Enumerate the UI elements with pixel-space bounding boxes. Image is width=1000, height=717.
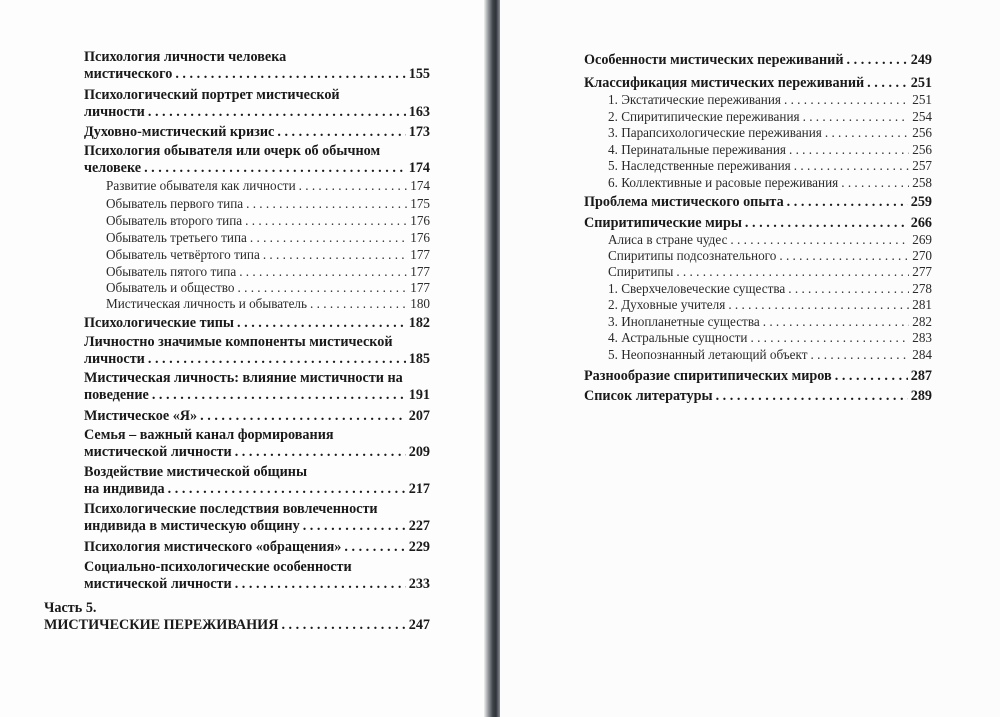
toc-entry-title: Психологические типы (84, 315, 234, 331)
toc-entry (84, 66, 430, 83)
page-number: 257 (912, 158, 932, 173)
toc-entry-title: Список литературы (584, 388, 713, 404)
page-number: 182 (408, 315, 430, 331)
toc-entry (84, 104, 430, 121)
toc-entry-title-line: Психология личности человека (84, 49, 287, 65)
part-label: Часть 5. (44, 600, 97, 616)
dot-leader (794, 158, 909, 174)
page-number: 251 (910, 75, 932, 91)
dot-leader (200, 408, 406, 425)
toc-entry-title: 6. Коллективные и расовые переживания (608, 175, 839, 190)
toc-entry (608, 92, 932, 108)
dot-leader (750, 330, 909, 346)
toc-entry-title: личности (84, 351, 145, 367)
page-number: 270 (912, 248, 932, 263)
page-number: 282 (912, 314, 932, 329)
toc-entry-title: Развитие обывателя как личности (106, 178, 296, 193)
toc-entry-title: 1. Экстатические переживания (608, 92, 781, 107)
page-number: 254 (912, 109, 932, 124)
dot-leader (168, 481, 406, 498)
dot-leader (779, 248, 909, 264)
toc-entry (106, 280, 430, 296)
page-number: 256 (912, 125, 932, 140)
toc-entry-title-line: Психологический портрет мистической (84, 87, 340, 103)
toc-entry-title: 4. Астральные сущности (608, 330, 748, 345)
toc-entry-title: Классификация мистических переживаний (584, 75, 865, 91)
dot-leader (281, 617, 405, 634)
dot-leader (841, 175, 909, 191)
toc-entry (84, 408, 430, 425)
dot-leader (277, 124, 405, 141)
dot-leader (789, 142, 909, 158)
page-number: 177 (410, 247, 430, 262)
dot-leader (148, 351, 406, 368)
toc-entry-title-line: Семья – важный канал формирования (84, 427, 334, 443)
dot-leader (803, 109, 910, 125)
dot-leader (676, 264, 909, 280)
toc-entry (106, 196, 430, 212)
page-number: 174 (408, 160, 430, 176)
toc-entry (584, 194, 932, 211)
toc-entry-title: 5. Наследственные переживания (608, 158, 791, 173)
toc-entry (84, 576, 430, 593)
dot-leader (235, 576, 406, 593)
toc-entry-title-line: Мистическая личность: влияние мистичности на (84, 370, 403, 386)
toc-entry (84, 124, 430, 141)
dot-leader (250, 230, 407, 246)
toc-entry (84, 518, 430, 535)
part-title-row (44, 617, 430, 634)
toc-entry (84, 351, 430, 368)
toc-entry-title: Обыватель четвёртого типа (106, 247, 260, 262)
toc-entry-title: 5. Неопознанный летающий объект (608, 347, 808, 362)
toc-entry-title: 4. Перинатальные переживания (608, 142, 786, 157)
toc-entry-title: Обыватель пятого типа (106, 264, 237, 279)
dot-leader (245, 213, 407, 229)
dot-leader (310, 296, 407, 312)
toc-entry (584, 388, 932, 405)
page-number: 256 (912, 142, 932, 157)
toc-entry (106, 247, 430, 263)
toc-entry (106, 213, 430, 229)
dot-leader (237, 315, 406, 332)
toc-entry-title: 3. Инопланетные существа (608, 314, 760, 329)
toc-entry (584, 52, 932, 69)
page-number: 175 (410, 196, 430, 211)
dot-leader (728, 297, 909, 313)
page-number: 173 (408, 124, 430, 140)
dot-leader (835, 368, 908, 385)
page-number: 191 (408, 387, 430, 403)
page-number: 155 (408, 66, 430, 82)
toc-entry-title: Обыватель первого типа (106, 196, 244, 211)
toc-entry-title-line: Личностно значимые компоненты мистической (84, 334, 393, 350)
toc-entry-title: поведение (84, 387, 149, 403)
page-number: 180 (410, 296, 430, 311)
toc-entry-title-line: Воздействие мистической общины (84, 464, 308, 480)
dot-leader (847, 52, 908, 69)
page-number: 176 (410, 213, 430, 228)
dot-leader (152, 387, 406, 404)
dot-leader (788, 281, 909, 297)
dot-leader (716, 388, 908, 405)
toc-entry (106, 296, 430, 312)
toc-entry-title: Спиритипические миры (584, 215, 742, 231)
toc-entry (84, 481, 430, 498)
part-title: МИСТИЧЕСКИЕ ПЕРЕЖИВАНИЯ (44, 617, 279, 633)
dot-leader (148, 104, 406, 121)
toc-entry (608, 297, 932, 313)
toc-entry-title-line: Психологические последствия вовлеченности (84, 501, 378, 517)
page-number: 209 (408, 444, 430, 460)
page-number: 269 (912, 232, 932, 247)
page-number: 284 (912, 347, 932, 362)
page-number: 289 (910, 388, 932, 404)
toc-entry (84, 539, 430, 556)
page-number: 177 (410, 264, 430, 279)
toc-entry-title: Мистическая личность и обыватель (106, 296, 308, 311)
toc-entry-title: Проблема мистического опыта (584, 194, 784, 210)
toc-entry-title: Обыватель и общество (106, 280, 235, 295)
page-number: 217 (408, 481, 430, 497)
toc-entry (608, 347, 932, 363)
toc-entry (84, 387, 430, 404)
toc-entry-title-line: Социально-психологические особенности (84, 559, 352, 575)
toc-entry (608, 281, 932, 297)
page-number: 277 (912, 264, 932, 279)
dot-leader (811, 347, 910, 363)
toc-entry-title-line: Психология обывателя или очерк об обычном (84, 143, 381, 159)
page-number: 176 (410, 230, 430, 245)
toc-entry-title: Мистическое «Я» (84, 408, 198, 424)
toc-entry (608, 264, 932, 280)
toc-entry (84, 160, 430, 177)
toc-entry (608, 158, 932, 174)
toc-entry-title: Обыватель второго типа (106, 213, 243, 228)
page-number: 177 (410, 280, 430, 295)
dot-leader (263, 247, 407, 263)
toc-entry (84, 444, 430, 461)
toc-entry-title: Алиса в стране чудес (608, 232, 728, 247)
toc-entry-title: Спиритипы (608, 264, 674, 279)
toc-entry (106, 230, 430, 246)
dot-leader (763, 314, 909, 330)
page-number: 227 (408, 518, 430, 534)
page-number: 281 (912, 297, 932, 312)
toc-entry (84, 315, 430, 332)
toc-entry (584, 75, 932, 92)
toc-entry-title: человеке (84, 160, 142, 176)
toc-entry-title: Особенности мистических переживаний (584, 52, 844, 68)
toc-entry (608, 109, 932, 125)
dot-leader (246, 196, 407, 212)
dot-leader (867, 75, 908, 92)
toc-entry-title: Психология мистического «обращения» (84, 539, 342, 555)
page-number: 247 (408, 617, 430, 633)
toc-entry-title: мистической личности (84, 576, 232, 592)
page-number: 287 (910, 368, 932, 384)
toc-entry-title: Разнообразие спиритипических миров (584, 368, 832, 384)
toc-entry-title: 2. Спиритипические переживания (608, 109, 800, 124)
dot-leader (239, 264, 407, 280)
dot-leader (144, 160, 406, 177)
toc-entry (608, 330, 932, 346)
toc-entry (584, 215, 932, 232)
left-page (0, 0, 488, 717)
toc-entry (608, 232, 932, 248)
page-number: 229 (408, 539, 430, 555)
toc-entry-title: мистического (84, 66, 173, 82)
dot-leader (745, 215, 908, 232)
dot-leader (730, 232, 909, 248)
toc-entry-title: мистической личности (84, 444, 232, 460)
dot-leader (299, 178, 408, 194)
toc-entry (106, 178, 430, 194)
page-number: 207 (408, 408, 430, 424)
page-number: 174 (410, 178, 430, 193)
dot-leader (175, 66, 405, 83)
dot-leader (235, 444, 406, 461)
page-number: 259 (910, 194, 932, 210)
book-spine-gutter (484, 0, 500, 717)
page-number: 266 (910, 215, 932, 231)
toc-entry (608, 142, 932, 158)
toc-entry-title: Обыватель третьего типа (106, 230, 247, 245)
right-page (500, 0, 1000, 717)
page-number: 163 (408, 104, 430, 120)
toc-entry (106, 264, 430, 280)
toc-entry-title: Спиритипы подсознательного (608, 248, 777, 263)
dot-leader (825, 125, 909, 141)
page-number: 233 (408, 576, 430, 592)
toc-entry (584, 368, 932, 385)
toc-entry (608, 248, 932, 264)
toc-entry (608, 175, 932, 191)
dot-leader (238, 280, 408, 296)
toc-entry-title: Духовно-мистический кризис (84, 124, 275, 140)
dot-leader (344, 539, 405, 556)
dot-leader (303, 518, 406, 535)
page-number: 258 (912, 175, 932, 190)
dot-leader (787, 194, 908, 211)
page-number: 278 (912, 281, 932, 296)
toc-entry (608, 314, 932, 330)
toc-entry-title: 2. Духовные учителя (608, 297, 726, 312)
page-number: 283 (912, 330, 932, 345)
toc-entry-title: 3. Парапсихологические переживания (608, 125, 822, 140)
toc-entry (608, 125, 932, 141)
toc-entry-title: личности (84, 104, 145, 120)
dot-leader (784, 92, 909, 108)
toc-entry-title: 1. Сверхчеловеческие существа (608, 281, 786, 296)
page-number: 251 (912, 92, 932, 107)
toc-entry-title: на индивида (84, 481, 165, 497)
toc-entry-title: индивида в мистическую общину (84, 518, 300, 534)
page-number: 185 (408, 351, 430, 367)
page-number: 249 (910, 52, 932, 68)
